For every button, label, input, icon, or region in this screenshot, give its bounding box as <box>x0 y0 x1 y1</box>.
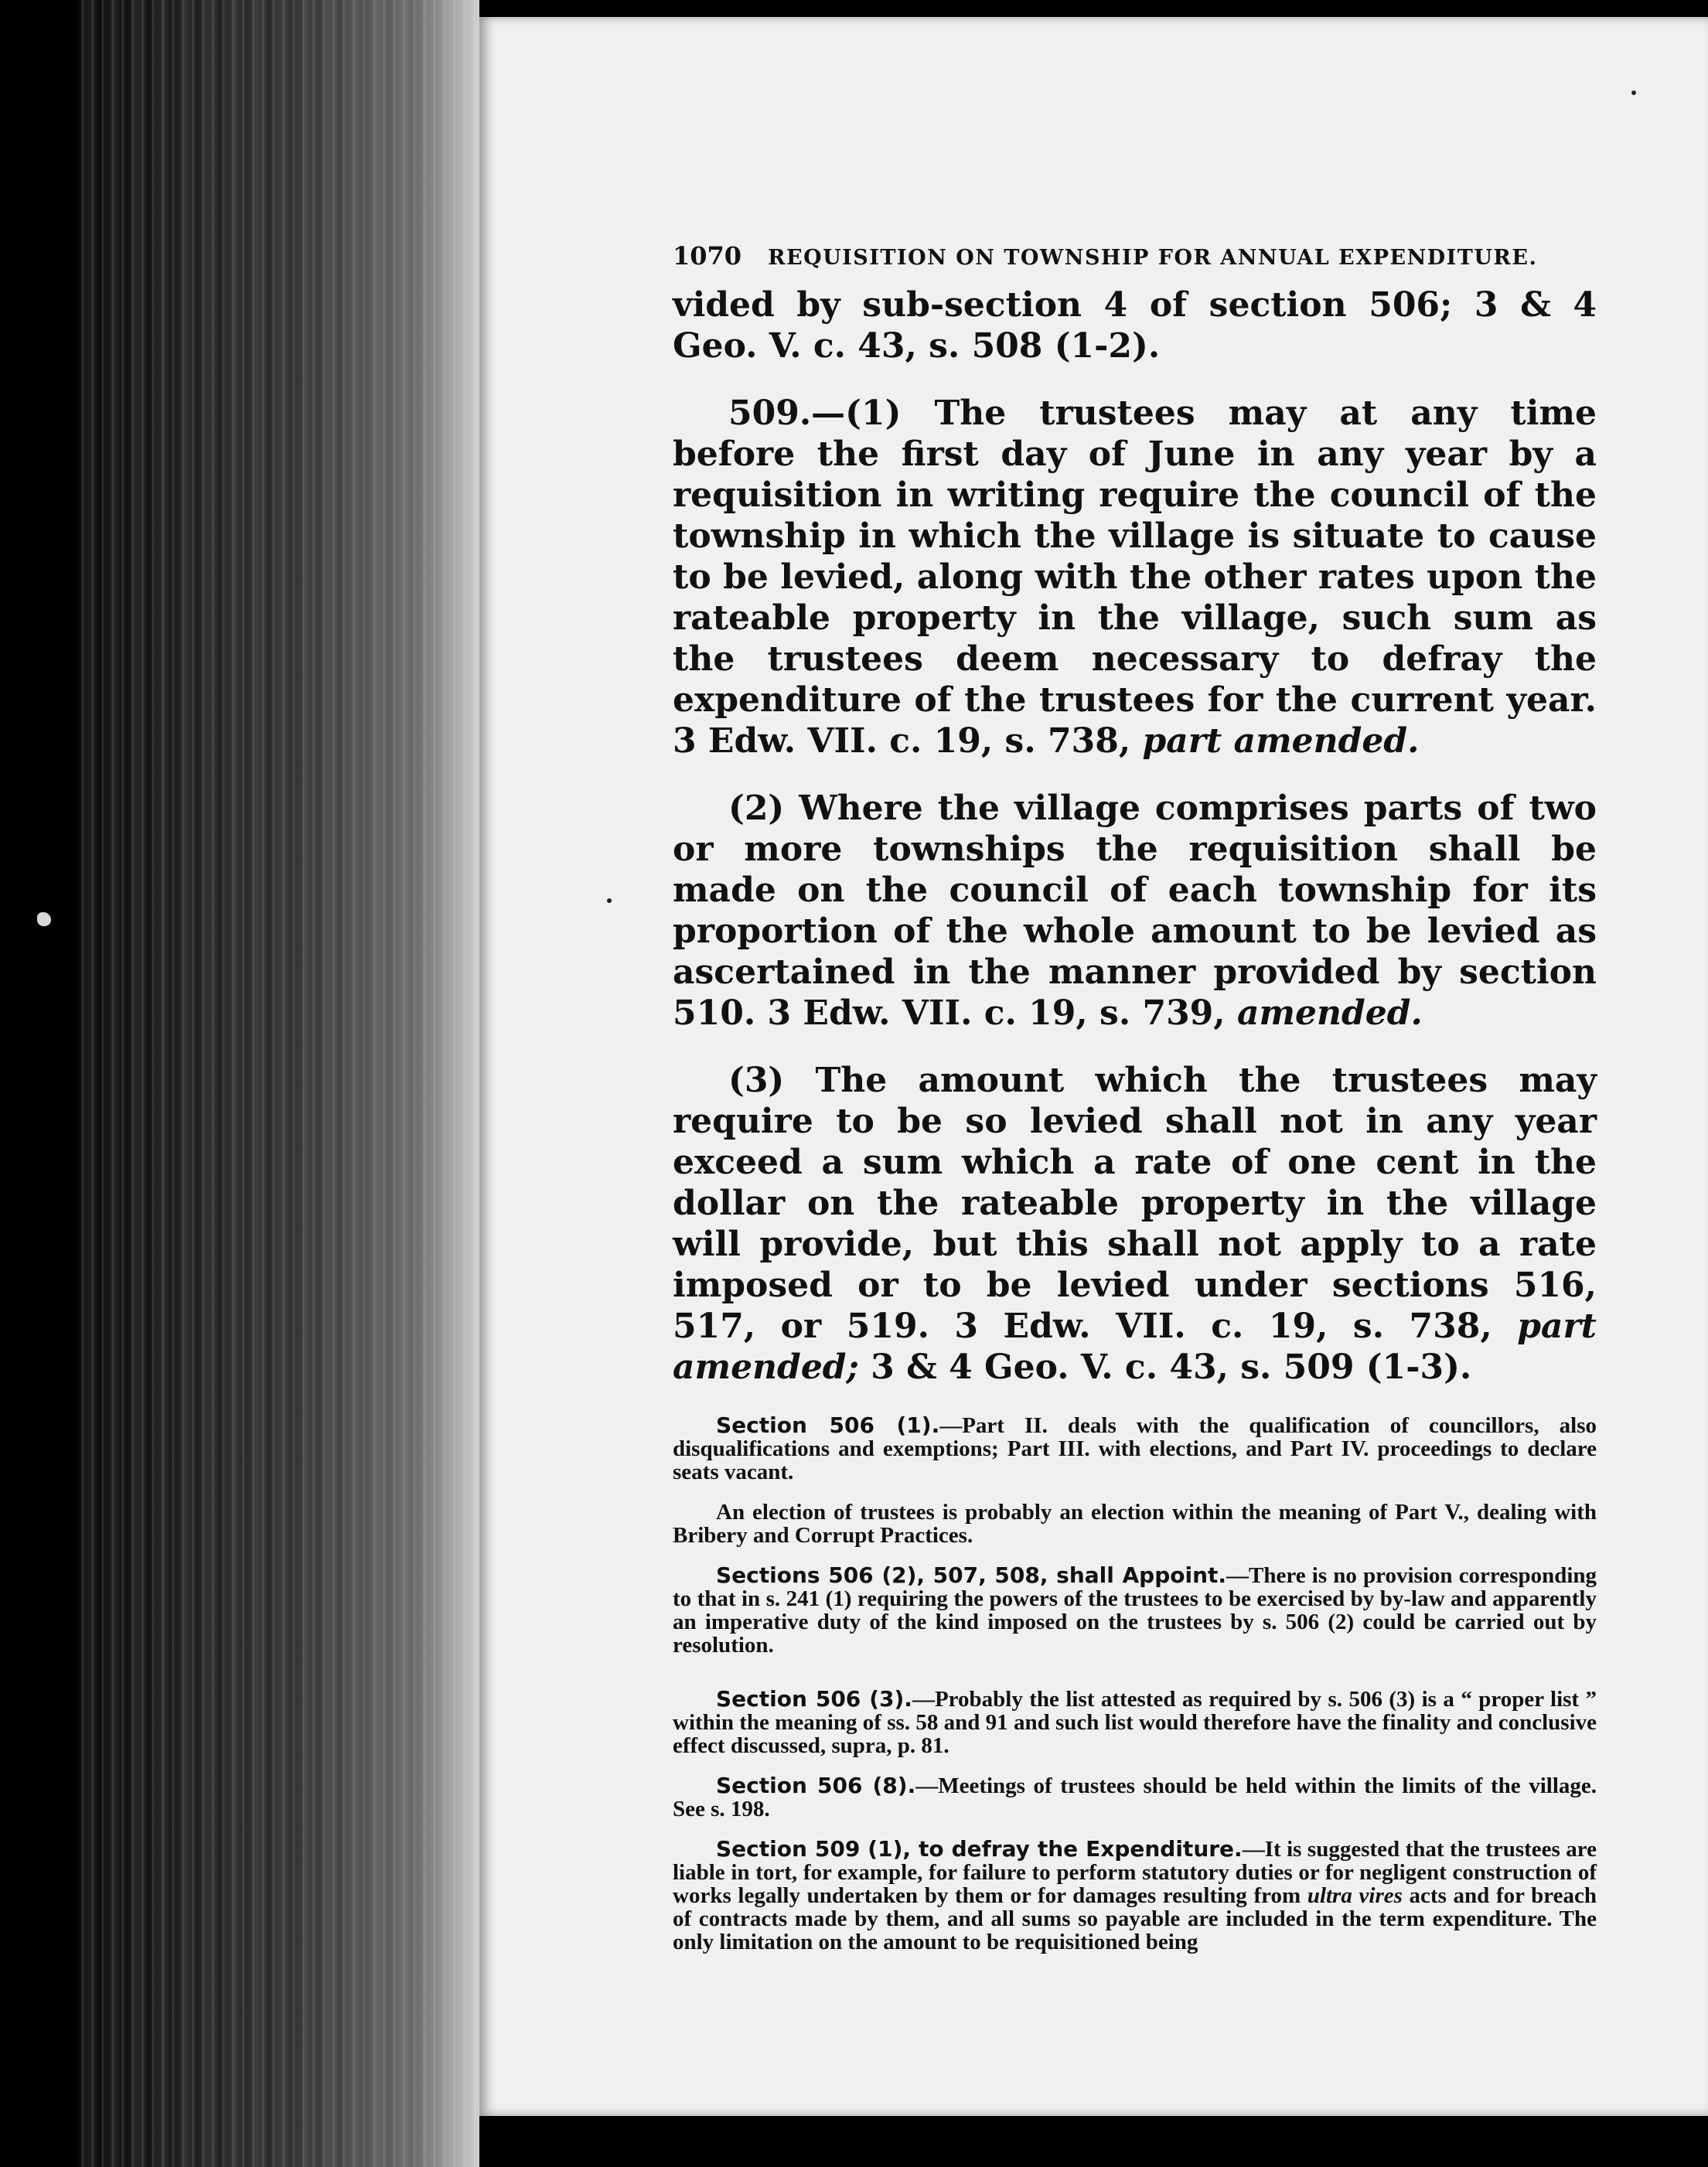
page-content <box>673 241 1597 1971</box>
annotation-note <box>673 1688 1597 1757</box>
annotation-note <box>673 1774 1597 1821</box>
section-509-1-text: —(1) The trustees may at any time before the first day of June in any year by a requisition in writing require the council of the township in which the village is situate to cause to be levied, along with the other rates upon the rateable property in the village, such sum as the trustees deem necessary to defray the expenditure of the trustees for the current year. 3 Edw. VII. c. 19, s. 738, <box>673 394 1597 761</box>
section-509-3-text: (3) The amount which the trustees may require to be so levied shall not in any year exceed a sum which a rate of one cent in the dollar on the rateable property in the village will provide, but this shall not apply to a rate imposed or to be levied under sections 516, 517, or 519. 3 Edw. VII. c. 19, s. 738, <box>673 1061 1597 1346</box>
note-text: —Meetings of trustees should be held within the limits of the village. See s. 198. <box>673 1773 1597 1821</box>
running-header <box>673 241 1597 271</box>
note-text: acts and for breach of contracts made by them, and all sums so payable are included in the term expenditure. The only limitation on the amount to be requisitioned being <box>673 1883 1597 1954</box>
note-heading: Section 506 (8). <box>716 1773 916 1798</box>
annotation-note <box>673 1838 1597 1954</box>
book-page-edges <box>77 0 479 2167</box>
section-509-1 <box>673 393 1597 762</box>
dust-speck <box>37 912 51 926</box>
note-heading: Section 509 (1), to defray the Expenditure. <box>716 1836 1243 1862</box>
printed-page <box>479 17 1708 2116</box>
dust-speck <box>1631 90 1636 95</box>
amendment-note: part amended. <box>1142 721 1420 761</box>
section-509-2-text: (2) Where the village comprises parts of two or more townships the requisition shall be made on the council of each township for its proportion of the whole amount to be levied as ascertained in the manner provided by section 510. 3 Edw. VII. c. 19, s. 739, <box>673 789 1597 1033</box>
annotation-note <box>673 1414 1597 1484</box>
amendment-note: amended. <box>1236 993 1423 1033</box>
note-heading: Sections 506 (2), 507, 508, shall Appoint. <box>716 1562 1227 1588</box>
dust-speck <box>607 898 612 903</box>
page-number: 1070 <box>673 241 742 271</box>
running-title: REQUISITION ON TOWNSHIP FOR ANNUAL EXPENDITURE. <box>768 246 1538 270</box>
section-number: 509. <box>728 394 812 433</box>
note-text: —There is no provision corresponding to that in s. 241 (1) requiring the powers of the trustees to be exercised by by-law and apparently an imperative duty of the kind imposed on the trustees by s. 506 (2) could be carried out by resolution. <box>673 1563 1597 1658</box>
continuation-paragraph: vided by sub-section 4 of section 506; 3 & 4 Geo. V. c. 43, s. 508 (1-2). <box>673 285 1597 366</box>
annotation-note <box>673 1501 1597 1547</box>
citation: 3 & 4 Geo. V. c. 43, s. 509 (1-3). <box>858 1348 1472 1387</box>
latin-term: ultra vires <box>1307 1883 1403 1908</box>
note-text: —Probably the list attested as required by s. 506 (3) is a “ proper list ” within the meaning of ss. 58 and 91 and such list would therefore have the finality and conclusive effect discussed, supra, p. 81. <box>673 1687 1597 1758</box>
note-text: An election of trustees is probably an election within the meaning of Part V., dealing with Bribery and Corrupt Practices. <box>673 1500 1597 1548</box>
section-509-3 <box>673 1060 1597 1388</box>
note-heading: Section 506 (1). <box>716 1412 940 1438</box>
section-509-2 <box>673 788 1597 1034</box>
note-text: —Part II. deals with the qualification of councillors, also disqualifications and exemptions; Part III. with elections, and Part IV. proceedings to declare seats vacant. <box>673 1413 1597 1484</box>
annotation-note <box>673 1564 1597 1657</box>
note-text: —It is suggested that the trustees are liable in tort, for example, for failure to perform statutory duties or for negligent construction of works legally undertaken by them or for damages resulting from <box>673 1837 1597 1908</box>
amendment-note: part amended; <box>673 1307 1597 1387</box>
note-heading: Section 506 (3). <box>716 1686 912 1712</box>
